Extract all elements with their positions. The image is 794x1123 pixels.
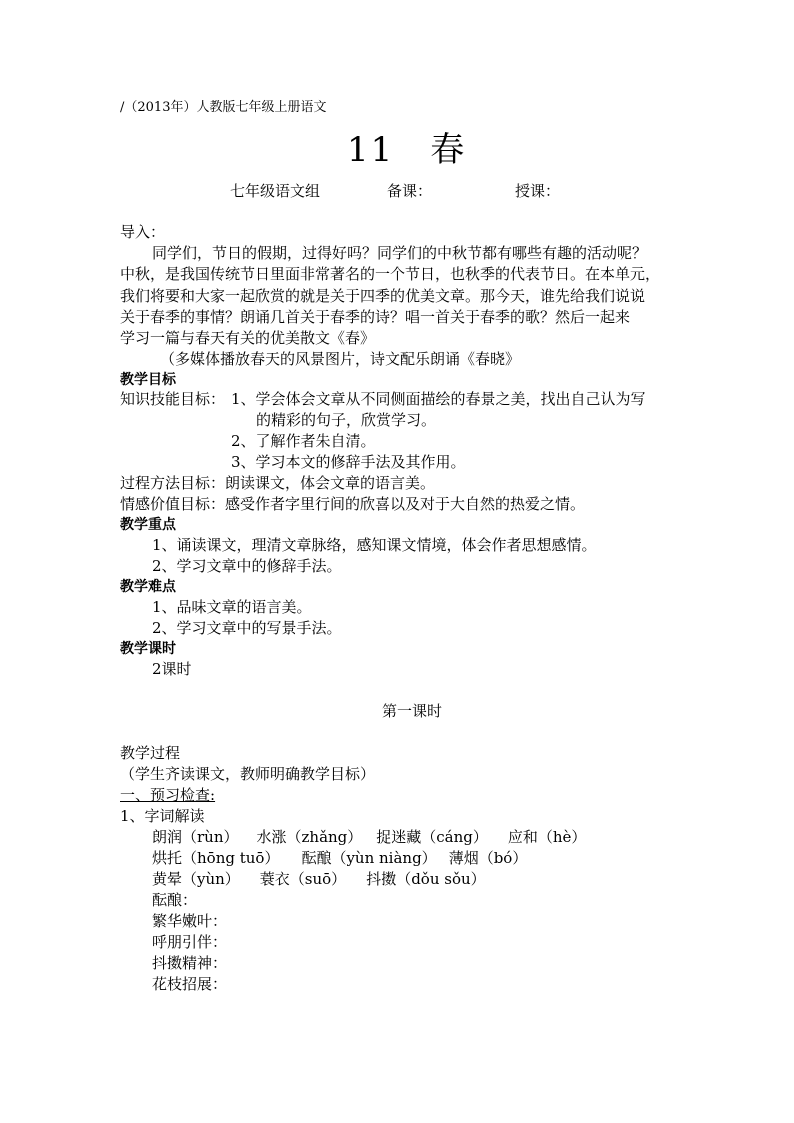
vocab-row (152, 848, 527, 868)
vocab-item: 水涨（zhǎng） (256, 828, 363, 846)
section-title: 第一课时 (382, 702, 443, 720)
vocab-item: 酝酿（yùn niàng） (301, 849, 437, 867)
knowledge-goal-3: 3、学习本文的修辞手法及其作用。 (231, 453, 466, 471)
intro-line: 同学们，节日的假期，过得好吗？同学们的中秋节都有哪些有趣的活动呢？ (152, 244, 648, 262)
term-item: 抖擞精神： (152, 954, 228, 972)
preview-check (120, 785, 215, 805)
intro-label: 导入： (120, 223, 166, 241)
vocab-row (152, 827, 586, 847)
meta-teach: 授课： (515, 182, 561, 200)
process-note: （学生齐读课文，教师明确教学目标） (120, 765, 376, 783)
vocab-item: 薄烟（bó） (448, 849, 528, 867)
vocab-item: 捉迷藏（cáng） (376, 828, 488, 846)
intro-line: 关于春季的事情？朗诵几首关于春季的诗？唱一首关于春季的歌？然后一起来 (120, 308, 631, 326)
vocab-item: 黄晕（yùn） (152, 870, 240, 888)
term-item: 呼朋引伴： (152, 933, 228, 951)
meta-prep: 备课： (387, 182, 433, 200)
term-item: 酝酿： (152, 891, 198, 909)
vocab-item: 应和（hè） (507, 828, 587, 846)
emotion-goal: 情感价值目标：感受作者字里行间的欣喜以及对于大自然的热爱之情。 (120, 495, 586, 513)
vocab-item: 朗润（rùn） (152, 828, 239, 846)
preview-check-label: 一、预习检查: (120, 786, 216, 804)
key-point-item: 1、诵读课文，理清文章脉络，感知课文情境，体会作者思想感情。 (152, 536, 597, 554)
document-header: /（2013年）人教版七年级上册语文 (120, 100, 327, 115)
vocab-item: 抖擞（dǒu sǒu） (366, 870, 486, 888)
intro-line: 学习一篇与春天有关的优美散文《春》 (120, 329, 376, 347)
lesson-title: 11 春 (347, 130, 467, 170)
process-heading: 教学过程 (120, 744, 181, 762)
hours-value: 2课时 (152, 660, 192, 678)
vocab-item: 蓑衣（suō） (259, 870, 347, 888)
key-point-item: 2、学习文章中的修辞手法。 (152, 557, 342, 575)
meta-group: 七年级语文组 (230, 182, 321, 200)
hours-heading: 教学课时 (120, 641, 176, 657)
intro-line: 中秋，是我国传统节日里面非常著名的一个节日，也秋季的代表节日。在本单元， (120, 265, 661, 283)
goals-heading: 教学目标 (120, 372, 176, 388)
intro-line: 我们将要和大家一起欣赏的就是关于四季的优美文章。那今天，谁先给我们说说 (120, 287, 646, 305)
term-item: 花枝招展： (152, 975, 228, 993)
knowledge-goal-1-cont: 的精彩的句子，欣赏学习。 (256, 411, 437, 429)
difficulties-heading: 教学难点 (120, 579, 176, 595)
term-item: 繁华嫩叶： (152, 912, 228, 930)
vocab-row (152, 869, 486, 889)
difficulty-item: 2、学习文章中的写景手法。 (152, 619, 342, 637)
difficulty-item: 1、品味文章的语言美。 (152, 598, 312, 616)
knowledge-goal-1: 1、学会体会文章从不同侧面描绘的春景之美，找出自己认为写 (231, 390, 646, 408)
knowledge-label: 知识技能目标： (120, 390, 226, 408)
process-goal: 过程方法目标：朗读课文，体会文章的语言美。 (120, 474, 436, 492)
vocab-item: 烘托（hōng tuō） (152, 849, 280, 867)
knowledge-goal-2: 2、了解作者朱自清。 (231, 432, 376, 450)
vocab-heading: 1、字词解读 (120, 807, 205, 825)
key-points-heading: 教学重点 (120, 517, 176, 533)
intro-note: （多媒体播放春天的风景图片，诗文配乐朗诵《春晓》 (160, 350, 521, 368)
